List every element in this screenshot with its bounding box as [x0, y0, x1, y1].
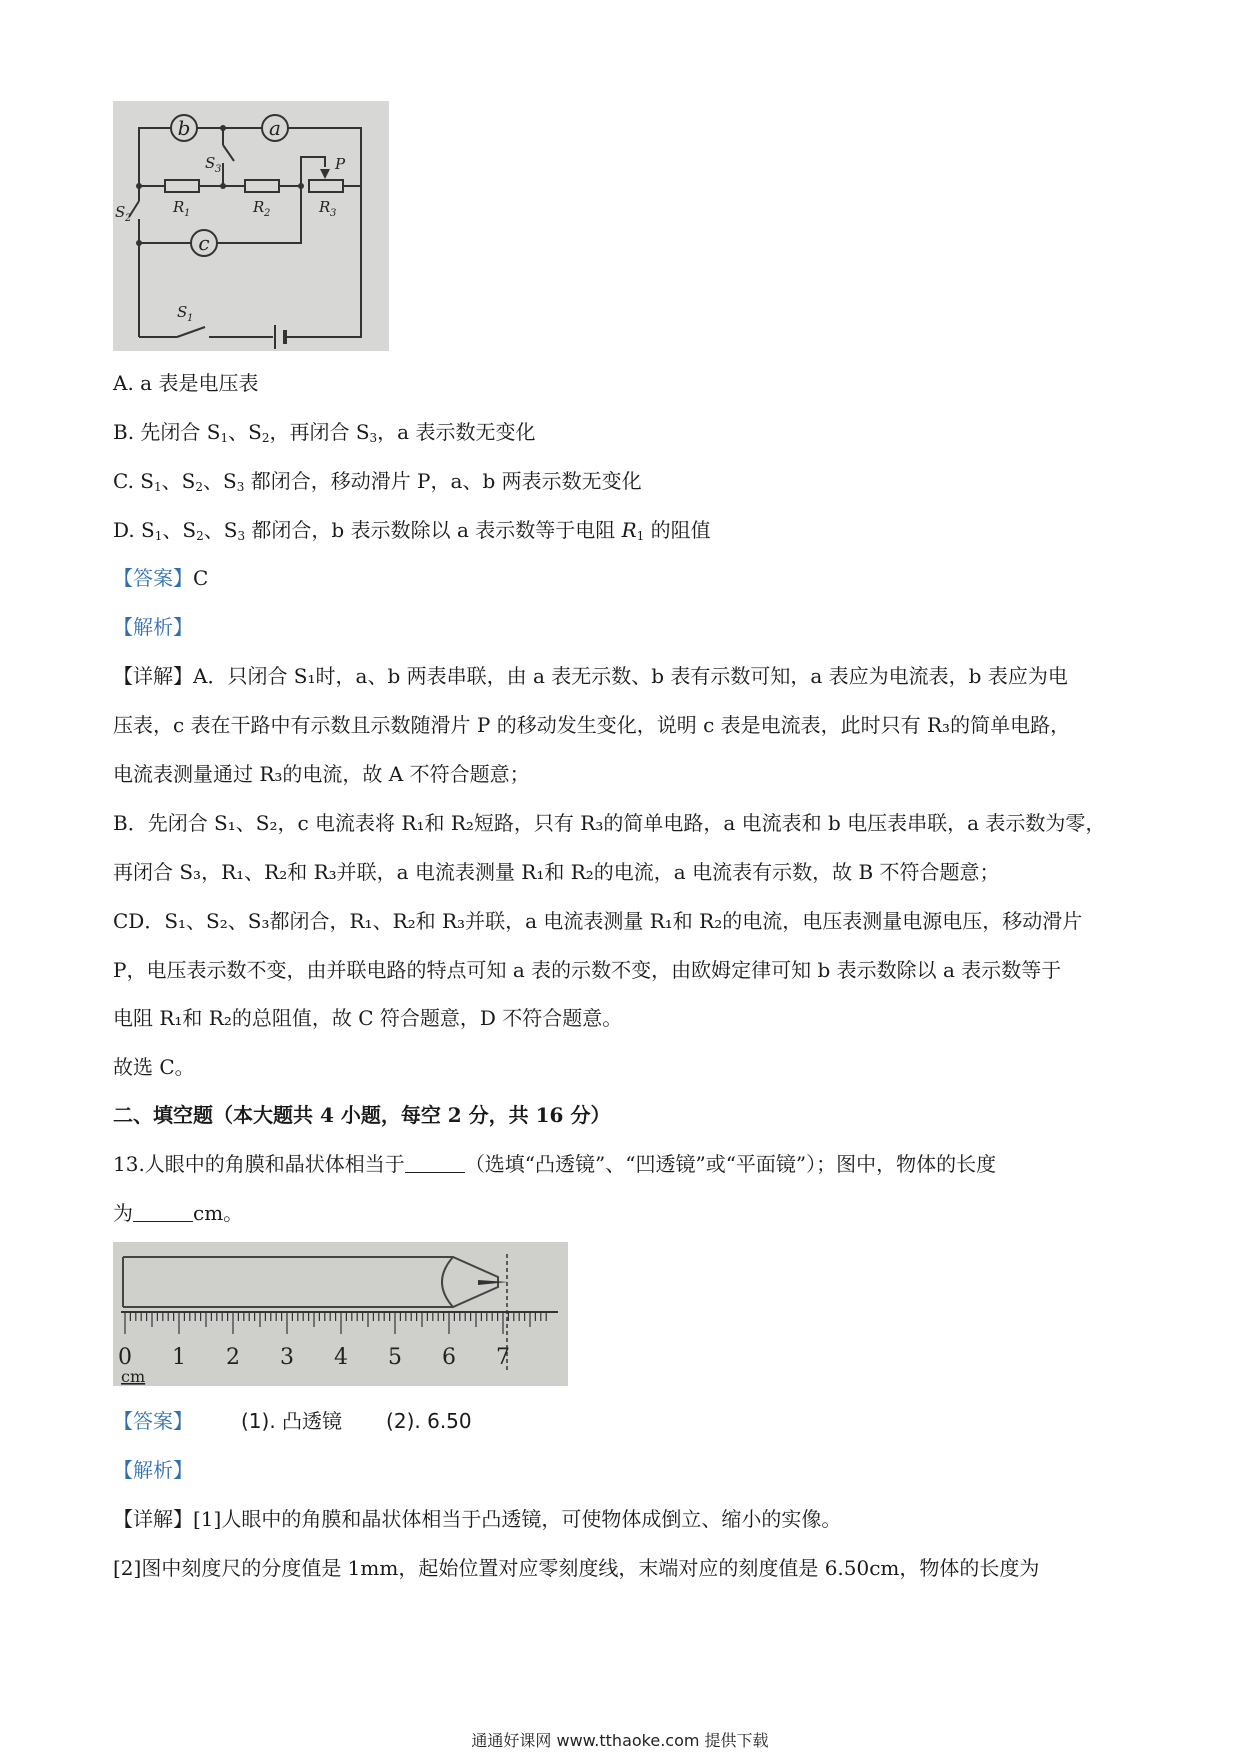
q13-analysis-label: 【解析】: [113, 1458, 193, 1482]
q12-answer: 【答案】C: [113, 566, 209, 590]
q12-conclusion: 故选 C。: [113, 1055, 195, 1079]
r2-label: R: [253, 198, 265, 216]
circuit-svg: [113, 101, 389, 351]
ruler-number: 1: [172, 1345, 186, 1370]
s2-label: S: [115, 203, 126, 221]
ruler-unit-label: cm: [121, 1367, 146, 1386]
q13-answer: 【答案】 (1). 凸透镜 (2). 6.50: [113, 1409, 472, 1433]
q13-detail-2: [2]图中刻度尺的分度值是 1mm，起始位置对应零刻度线，末端对应的刻度值是 6.50cm，物体的长度为: [113, 1556, 1040, 1580]
section-2-heading: 二、填空题（本大题共 4 小题，每空 2 分，共 16 分）: [113, 1103, 611, 1127]
ruler-number: 2: [226, 1345, 240, 1370]
q12-detail-line-8: 电阻 R₁和 R₂的总阻值，故 C 符合题意，D 不符合题意。: [113, 1006, 623, 1030]
ruler-number: 6: [442, 1345, 456, 1370]
q12-detail-line-3: 电流表测量通过 R₃的电流，故 A 不符合题意；: [113, 762, 530, 786]
q13-blank-2: [133, 1203, 193, 1222]
s1-sub: 1: [187, 313, 194, 324]
r2-sub: 2: [264, 208, 271, 219]
r3-sub: 3: [330, 208, 337, 219]
s2-sub: 2: [125, 213, 132, 224]
q13-line-1: 13.人眼中的角膜和晶状体相当于 （选填“凸透镜”、“凹透镜”或“平面镜”）；图中，物体的长度: [113, 1152, 997, 1176]
q13-answer-2: (2). 6.50: [386, 1409, 472, 1433]
r1-label: R: [173, 198, 185, 216]
ruler-number: 0: [118, 1345, 132, 1370]
q12-detail-line-5: 再闭合 S₃，R₁、R₂和 R₃并联，a 电流表测量 R₁和 R₂的电流，a 电流表有示数，故 B 不符合题意；: [113, 860, 1000, 884]
ruler-number: 5: [388, 1345, 402, 1370]
meter-c-label: c: [198, 231, 210, 255]
meter-a-label: a: [269, 116, 281, 140]
slider-label: P: [335, 155, 346, 173]
r1-sub: 1: [184, 208, 191, 219]
q12-detail-line-6: CD．S₁、S₂、S₃都闭合，R₁、R₂和 R₃并联，a 电流表测量 R₁和 R₂的电流，电压表测量电源电压，移动滑片: [113, 909, 1083, 933]
q13-blank-1: [405, 1154, 465, 1173]
page-footer: 通通好课网 www.tthaoke.com 提供下载: [471, 1731, 769, 1750]
ruler-figure: [113, 1242, 568, 1386]
s1-label: S: [177, 303, 188, 321]
q12-analysis-label: 【解析】: [113, 615, 193, 639]
ruler-number: 3: [280, 1345, 294, 1370]
q12-detail-line-1: 【详解】A．只闭合 S₁时，a、b 两表串联，由 a 表无示数、b 表有示数可知，a 表应为电流表，b 表应为电: [113, 664, 1068, 688]
q13-detail-1: 【详解】[1]人眼中的角膜和晶状体相当于凸透镜，可使物体成倒立、缩小的实像。: [113, 1507, 842, 1531]
q13-line-2: 为 cm。: [113, 1201, 244, 1225]
r3-label: R: [319, 198, 331, 216]
q12-detail-line-7: P，电压表示数不变，由并联电路的特点可知 a 表的示数不变，由欧姆定律可知 b 表示数除以 a 表示数等于: [113, 958, 1062, 982]
ruler-number: 4: [334, 1345, 348, 1370]
ruler-svg: [113, 1242, 568, 1386]
option-b: B. 先闭合 $S_1$、$S_2$，再闭合 $S_3$，a 表示数无变化: [113, 420, 536, 445]
q12-detail-line-4: B．先闭合 S₁、S₂，c 电流表将 R₁和 R₂短路，只有 R₃的简单电路，a 电流表和 b 电压表串联，a 表示数为零，: [113, 811, 1106, 835]
s3-sub: 3: [215, 164, 222, 175]
ruler-number: 7: [496, 1345, 510, 1370]
q12-detail-line-2: 压表，c 表在干路中有示数且示数随滑片 P 的移动发生变化，说明 c 表是电流表，此时只有 R₃的简单电路，: [113, 713, 1071, 737]
q13-answer-1: (1). 凸透镜: [241, 1409, 343, 1433]
circuit-diagram: [113, 101, 389, 351]
option-c: C. $S_1$、$S_2$、$S_3$ 都闭合，移动滑片 P，a、b 两表示数无变化: [113, 469, 642, 494]
option-d: D. $S_1$、$S_2$、$S_3$ 都闭合，b 表示数除以 a 表示数等于电阻 $R_1$ 的阻值: [113, 518, 711, 543]
meter-b-label: b: [177, 116, 191, 140]
s3-label: S: [205, 154, 216, 172]
option-a: A. a 表是电压表: [113, 371, 259, 395]
